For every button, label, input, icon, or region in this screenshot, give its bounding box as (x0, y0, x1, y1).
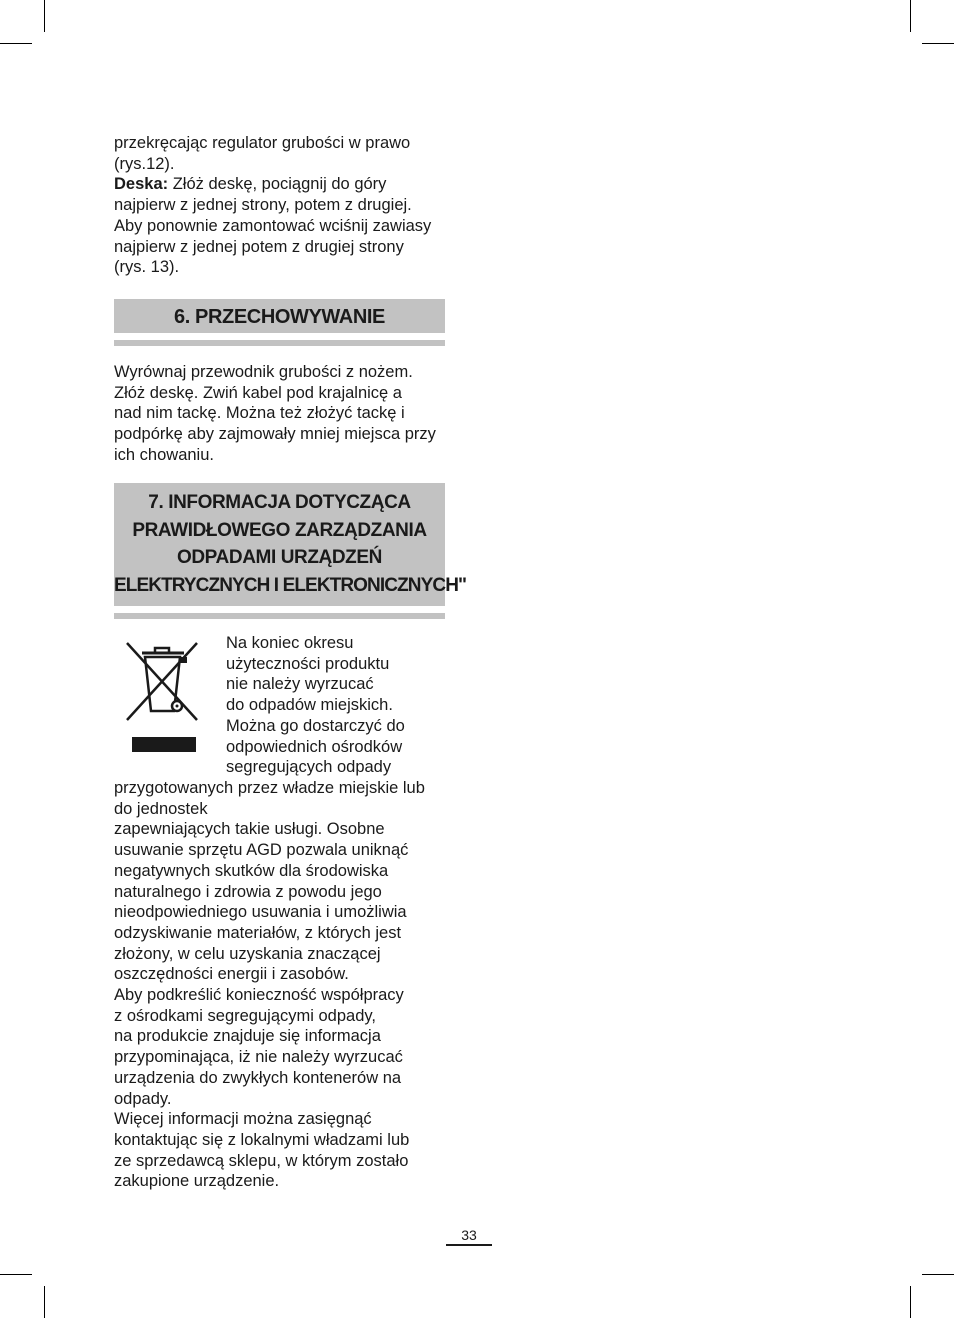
section-7-heading (114, 483, 467, 606)
text-line: przypominająca, iż nie należy wyrzucać (114, 1048, 403, 1067)
text-line: nieodpowiedniego usuwania i umożliwia (114, 903, 407, 922)
deska-label: Deska: (114, 175, 169, 194)
crop-mark (910, 0, 911, 32)
text-line: segregujących odpady (226, 758, 392, 777)
crop-mark (922, 1274, 954, 1275)
text-line: najpierw z jednej strony, potem z drugiej. (114, 196, 412, 215)
text-line: złożony, w celu uzyskania znaczącej (114, 944, 381, 963)
text-line: Na koniec okresu (226, 634, 354, 652)
intro-text (114, 133, 445, 278)
text-line: Aby ponownie zamontować wciśnij zawiasy (114, 216, 432, 235)
page-number: 33 (461, 1227, 477, 1243)
text-line: Wyrównaj przewodnik grubości z nożem. (114, 363, 413, 381)
text-line: urządzenia do zwykłych kontenerów na (114, 1068, 402, 1087)
heading-line: ODPADAMI URZĄDZEŃ (176, 547, 382, 568)
text-line: (rys.12). (114, 154, 175, 173)
crop-mark (44, 1286, 45, 1318)
text-line: negatywnych skutków dla środowiska (114, 861, 389, 880)
text-line: z ośrodkami segregującymi odpady, (114, 1006, 376, 1025)
text-line: naturalnego i zdrowia z powodu jego (114, 882, 382, 901)
crop-mark (910, 1286, 911, 1318)
text-line: odpady. (114, 1089, 172, 1108)
section-7-rule (114, 613, 445, 619)
text-line: (rys. 13). (114, 258, 180, 277)
page-number-rule (446, 1244, 492, 1246)
crop-mark (922, 43, 954, 44)
text-line: oszczędności energii i zasobów. (114, 965, 349, 984)
heading-line: ELEKTRYCZNYCH I ELEKTRONICZNYCH" (114, 574, 467, 596)
section-6-heading: 6. PRZECHOWYWANIE (114, 299, 445, 333)
text-line: na produkcie znajduje się informacja (114, 1027, 381, 1046)
text-line: użyteczności produktu (226, 654, 390, 673)
text-line: przekręcając regulator grubości w prawo (114, 134, 411, 152)
crossed-out-wheelie-bin-icon (124, 640, 200, 756)
crop-mark (0, 43, 32, 44)
intro-paragraph (114, 133, 445, 278)
section-7-side-paragraph (226, 633, 446, 778)
text-line: Złóż deskę, pociągnij do góry (168, 175, 387, 194)
text-line: podpórkę aby zajmowały mniej miejsca przy (114, 425, 436, 444)
text-line: nad nim tackę. Można też złożyć tackę i (114, 404, 405, 423)
deska-line (114, 174, 445, 195)
text-line: Więcej informacji można zasięgnąć (114, 1110, 372, 1129)
text-line: najpierw z jednej potem z drugiej strony (114, 237, 404, 256)
text-line: przygotowanych przez władze miejskie lub (114, 779, 425, 797)
text-line: Można go dostarczyć do (226, 716, 405, 735)
text-line: nie należy wyrzucać (226, 675, 374, 694)
crop-mark (0, 1274, 32, 1275)
section-7-body (114, 778, 445, 1192)
section-6-body (114, 362, 445, 466)
section-6-rule (114, 340, 445, 346)
text-line: do odpadów miejskich. (226, 696, 393, 715)
text-line: do jednostek (114, 799, 208, 818)
section-6-paragraph (114, 362, 445, 466)
text-line: kontaktując się z lokalnymi władzami lub (114, 1130, 410, 1149)
crop-mark (44, 0, 45, 32)
section-7-side-text (226, 633, 446, 778)
text-line: zapewniających takie usługi. Osobne (114, 820, 385, 839)
text-line: ze sprzedawcą sklepu, w którym zostało (114, 1151, 409, 1170)
text-line: ich chowaniu. (114, 445, 214, 464)
section-7-paragraph (114, 778, 445, 1192)
text-line: odzyskiwanie materiałów, z których jest (114, 923, 402, 942)
text-line: odpowiednich ośrodków (226, 737, 403, 756)
heading-line: PRAWIDŁOWEGO ZARZĄDZANIA (132, 519, 427, 541)
text-line: Aby podkreślić konieczność współpracy (114, 986, 404, 1005)
text-line: zakupione urządzenie. (114, 1172, 280, 1191)
heading-line: 7. INFORMACJA DOTYCZĄCA (148, 492, 411, 513)
text-line: Złóż deskę. Zwiń kabel pod krajalnicę a (114, 383, 402, 402)
text-line: usuwanie sprzętu AGD pozwala uniknąć (114, 841, 409, 860)
